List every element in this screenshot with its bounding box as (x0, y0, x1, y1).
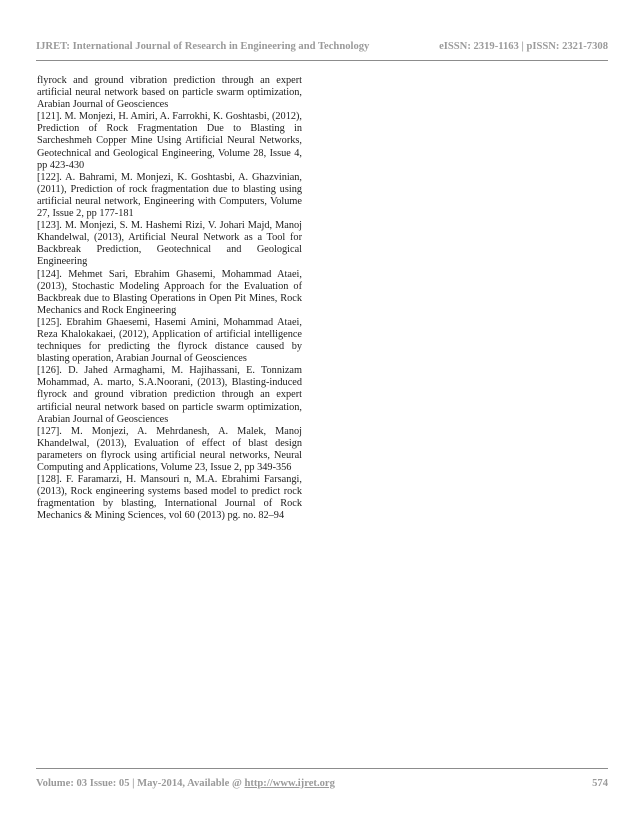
reference-item: [125]. Ebrahim Ghaesemi, Hasemi Amini, Mohammad Ataei, Reza Khalokakaei, (2012), Application of artificial intelligence techniques for predicting the flyrock distance caused by blasting operation, Arabian Journal of Geosciences (37, 316, 302, 365)
reference-item: [124]. Mehmet Sari, Ebrahim Ghasemi, Mohammad Ataei, (2013), Stochastic Modeling Approach for the Evaluation of Backbreak due to Blasting Operations in Open Pit Mines, Rock Mechanics and Rock Engineering (37, 268, 302, 316)
reference-item: [123]. M. Monjezi, S. M. Hashemi Rizi, V. Johari Majd, Manoj Khandelwal, (2013), Artificial Neural Network as a Tool for Backbreak Prediction, Geotechnical and Geological Engineering (37, 220, 302, 268)
reference-item: [122]. A. Bahrami, M. Monjezi, K. Goshtasbi, A. Ghazvinian, (2011), Prediction of rock fragmentation due to blasting using artificial neural network, Engineering with Computers, Volume 27, Issue 2, pp 177-181 (37, 171, 302, 220)
journal-title: IJRET: International Journal of Research in Engineering and Technology (36, 40, 370, 52)
journal-link[interactable]: http://www.ijret.org (244, 777, 335, 789)
reference-item: [128]. F. Faramarzi, H. Mansouri n, M.A. Ebrahimi Farsangi, (2013), Rock engineering systems based model to predict rock fragmentation by blasting, International Journal of Rock Mechanics & Mining Sciences, vol 60 (2013) pg. no. 82–94 (37, 474, 302, 522)
footer-volume-info (36, 778, 335, 789)
page-footer (36, 775, 608, 791)
page-number: 574 (592, 777, 608, 789)
page-header (36, 38, 608, 54)
reference-item: [121]. M. Monjezi, H. Amiri, A. Farrokhi, K. Goshtasbi, (2012), Prediction of Rock Fragmentation Due to Blasting in Sarcheshmeh Copper Mine Using Artificial Neural Networks, Geotechnical and Geological Engineering, Volume 28, Issue 4, pp 423-430 (37, 111, 302, 171)
reference-item: flyrock and ground vibration prediction through an expert artificial neural network based on particle swarm optimization, Arabian Journal of Geosciences (37, 75, 302, 111)
issn-info: eISSN: 2319-1163 | pISSN: 2321-7308 (439, 40, 608, 52)
footer-divider (36, 768, 608, 769)
reference-item: [127]. M. Monjezi, A. Mehrdanesh, A. Malek, Manoj Khandelwal, (2013), Evaluation of effect of blast design parameters on flyrock using artificial neural networks, Neural Computing and Applications, Volume 23, Issue 2, pp 349-356 (37, 425, 302, 473)
reference-item: [126]. D. Jahed Armaghami, M. Hajihassani, E. Tonnizam Mohammad, A. marto, S.A.Noorani, (2013), Blasting-induced flyrock and ground vibration prediction through an expert artificial neural network based on particle swarm optimization, Arabian Journal of Geosciences (37, 365, 302, 425)
reference-list (37, 75, 302, 522)
header-divider (36, 60, 608, 61)
volume-text: Volume: 03 Issue: 05 | May-2014, Available @ (36, 777, 245, 789)
